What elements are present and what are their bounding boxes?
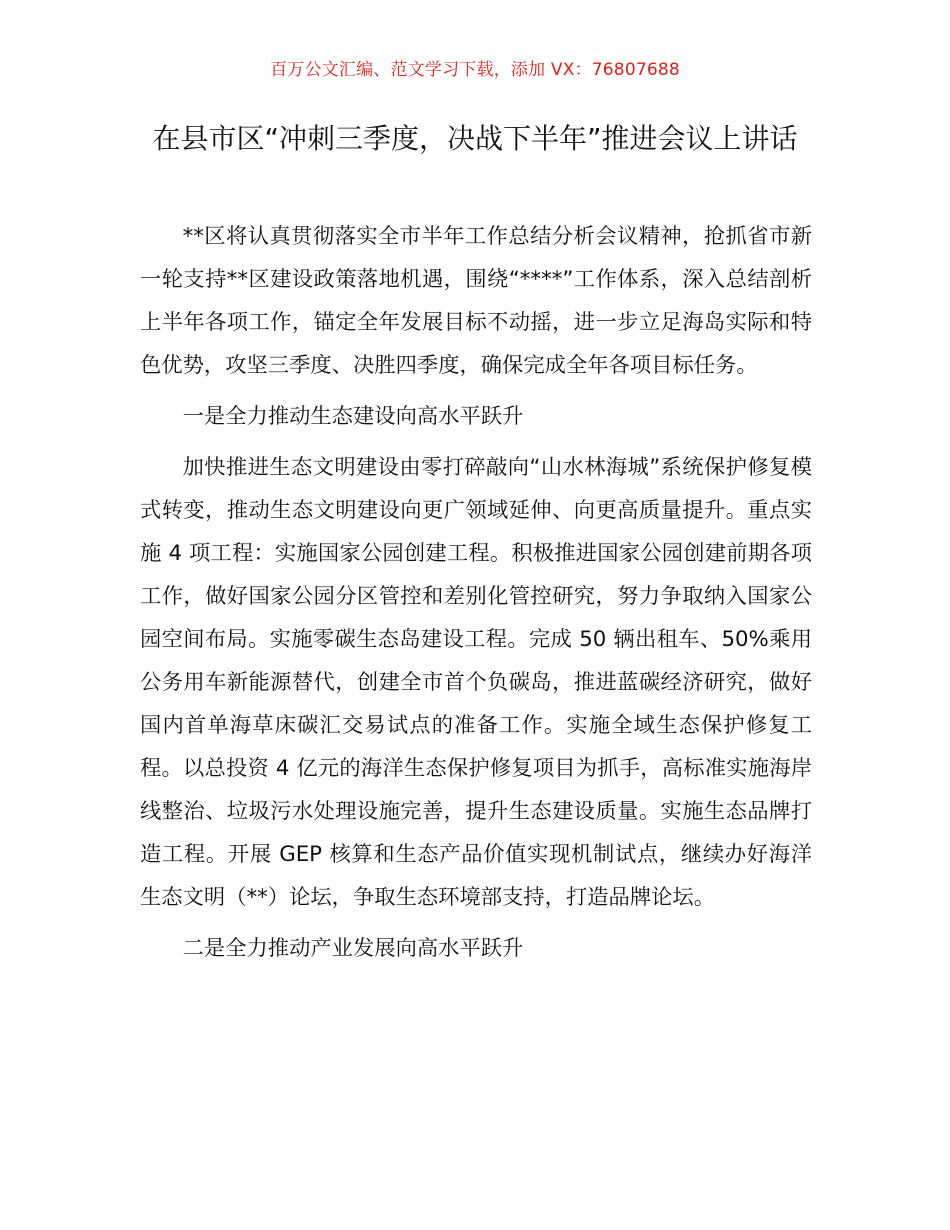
document-body — [140, 215, 812, 970]
section-body-1: 加快推进生态文明建设由零打碎敲向“山水林海城”系统保护修复模式转变，推动生态文明建设向更广领域延伸、向更高质量提升。重点实施 4 项工程：实施国家公园创建工程。积极推进国家公园创建前期各项工作，做好国家公园分区管控和差别化管控研究，努力争取纳入国家公园空间布局。实施零碳生态岛建设工程。完成 50 辆出租车、50%乘用公务用车新能源替代，创建全市首个负碳岛，推进蓝碳经济研究，做好国内首单海草床碳汇交易试点的准备工作。实施全域生态保护修复工程。以总投资 4 亿元的海洋生态保护修复项目为抓手，高标准实施海岸线整治、垃圾污水处理设施完善，提升生态建设质量。实施生态品牌打造工程。开展 GEP 核算和生态产品价值实现机制试点，继续办好海洋生态文明（**）论坛，争取生态环境部支持，打造品牌论坛。 — [140, 455, 812, 910]
watermark-text: 百万公文汇编、范文学习下载，添加 VX：76807688 — [270, 60, 680, 80]
document-title: 在县市区“冲刺三季度，决战下半年”推进会议上讲话 — [152, 122, 798, 155]
section-heading-2: 二是全力推动产业发展向高水平跃升 — [182, 936, 524, 961]
intro-paragraph: **区将认真贯彻落实全市半年工作总结分析会议精神，抢抓省市新一轮支持**区建设政策落地机遇，围绕“****”工作体系，深入总结剖析上半年各项工作，锚定全年发展目标不动摇，进一步立足海岛实际和特色优势，攻坚三季度、决胜四季度，确保完成全年各项目标任务。 — [140, 224, 812, 378]
section-heading-1: 一是全力推动生态建设向高水平跃升 — [182, 404, 524, 429]
